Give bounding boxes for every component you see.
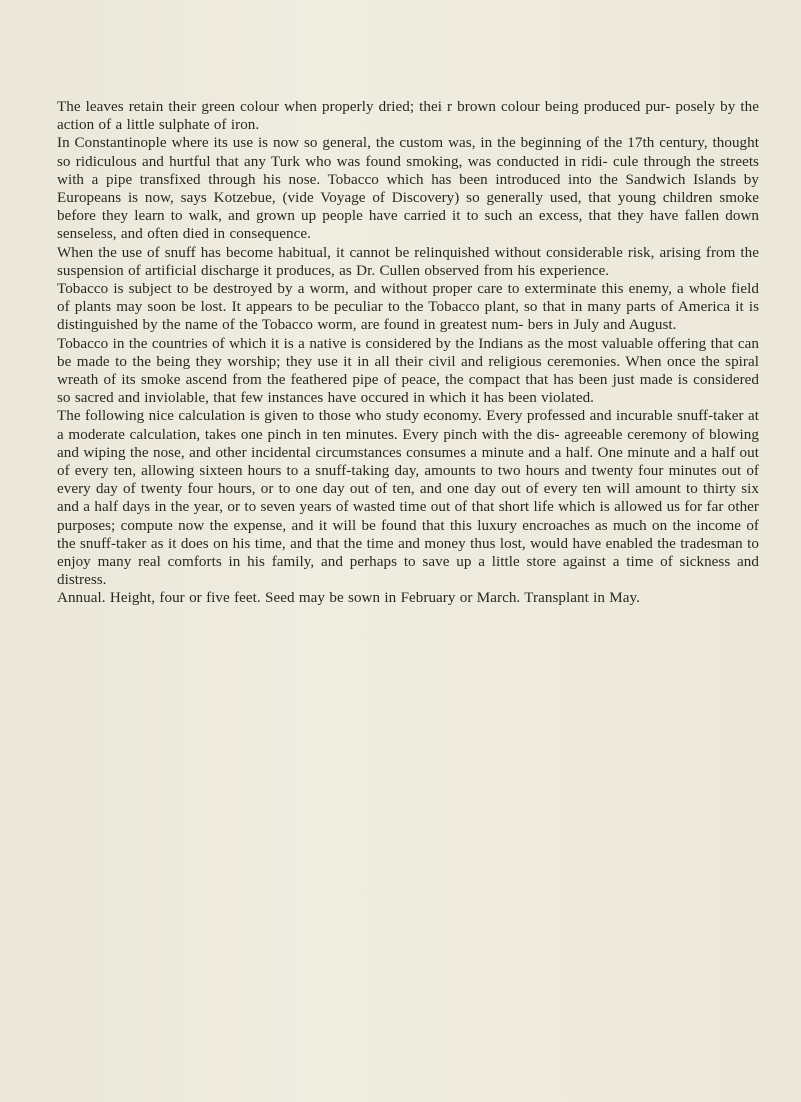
body-text (57, 98, 759, 608)
paragraph-cultivation: Annual. Height, four or five feet. Seed may be sown in February or March. Transplant in May. (57, 590, 640, 607)
paragraph-native-offering: Tobacco in the countries of which it is a native is considered by the Indians as the most valuable offering that can be made to the being they worship; they use it in all their civil and religious ceremonies. When once the spiral wreath of its smoke ascend from the feathered pipe of peace, the compact that has been just made is considered so sacred and inviolable, that few instances have occured in which it has been violated. (57, 335, 759, 407)
paragraph-constantinople: In Constantinople where its use is now so general, the custom was, in the beginning of the 17th century, thought so ridiculous and hurtful that any Turk who was found smoking, was conducted in ridi- cule through the streets with a pipe transfixed through his nose. Tobacco which has been introduced into the Sandwich Islands by Europeans is now, says Kotzebue, (vide Voyage of Discovery) so generally used, that young children smoke before they learn to walk, and grown up people have carried it to such an excess, that they have fallen down senseless, and often died in consequence. (57, 135, 759, 243)
paragraph-colour: The leaves retain their green colour when properly dried; thei r brown colour being produced pur- posely by the action of a little sulphate of iron. (57, 99, 759, 134)
paragraph-snuff-habit: When the use of snuff has become habitual, it cannot be relinquished without considerable risk, arising from the suspension of artificial discharge it produces, as Dr. Cullen observed from his experience. (57, 244, 759, 279)
paragraph-tobacco-worm: Tobacco is subject to be destroyed by a worm, and without proper care to exterminate this enemy, a whole field of plants may soon be lost. It appears to be peculiar to the Tobacco plant, so that in many parts of America it is distinguished by the name of the Tobacco worm, are found in greatest num- bers in July and August. (57, 281, 759, 334)
paragraph-calculation: The following nice calculation is given to those who study economy. Every professed and incurable snuff-taker at a moderate calculation, takes one pinch in ten minutes. Every pinch with the dis- agreeable ceremony of blowing and wiping the nose, and other incidental circumstances consumes a minute and a half. One minute and a half out of every ten, allowing sixteen hours to a snuff-taking day, amounts to two hours and twenty four minutes out of every day of twenty four hours, or to one day out of ten, and one day out of every ten will amount to thirty six and a half days in the year, or to seven years of wasted time out of that short life which is allowed us for far other purposes; compute now the expense, and it will be found that this luxury encroaches as much on the income of the snuff-taker as it does on his time, and that the time and money thus lost, would have enabled the tradesman to enjoy many real comforts in his family, and perhaps to save up a little store against a time of sickness and distress. (57, 408, 759, 589)
